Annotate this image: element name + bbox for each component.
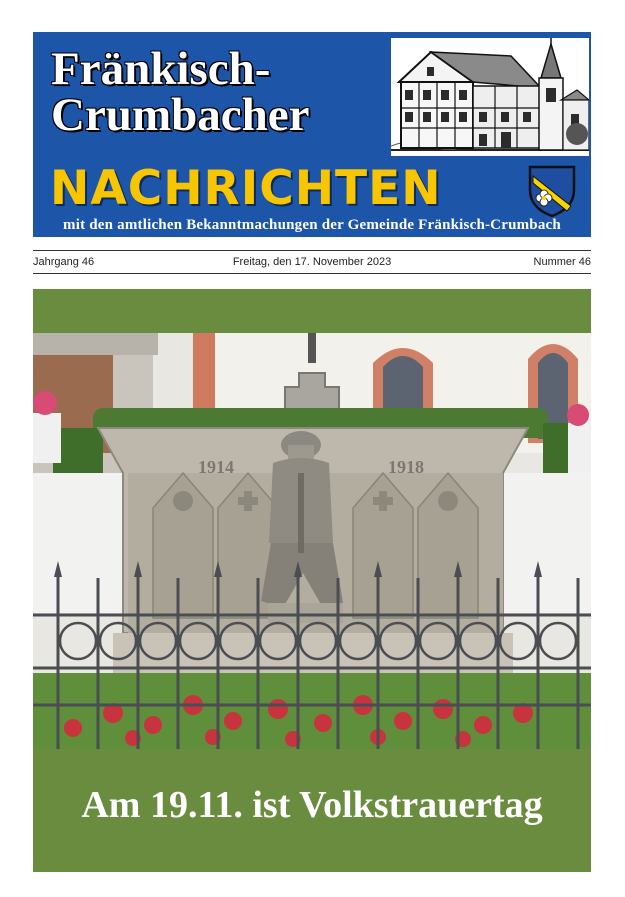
memorial-photo bbox=[33, 333, 591, 749]
masthead bbox=[33, 32, 591, 237]
masthead-subtitle: mit den amtlichen Bekanntmachungen der Gemeinde Fränkisch-Crumbach bbox=[63, 217, 561, 233]
cover-headline: Am 19.11. ist Volkstrauertag bbox=[81, 784, 543, 826]
nachrichten-title: NACHRICHTEN bbox=[50, 161, 442, 216]
cover-panel bbox=[33, 289, 591, 872]
newspaper-title bbox=[51, 43, 310, 141]
issue-info-bar bbox=[33, 250, 591, 274]
issue-date: Freitag, den 17. November 2023 bbox=[232, 256, 392, 268]
issue-number: Nummer 46 bbox=[533, 256, 591, 268]
inscription-1914: 1914 bbox=[198, 457, 234, 477]
title-line-1: Fränkisch- bbox=[51, 43, 271, 95]
coat-of-arms-icon bbox=[527, 164, 577, 218]
volume-label: Jahrgang 46 bbox=[33, 256, 95, 268]
title-line-2: Crumbacher bbox=[51, 89, 310, 141]
inscription-1918: 1918 bbox=[388, 457, 424, 477]
village-drawing bbox=[391, 38, 589, 156]
